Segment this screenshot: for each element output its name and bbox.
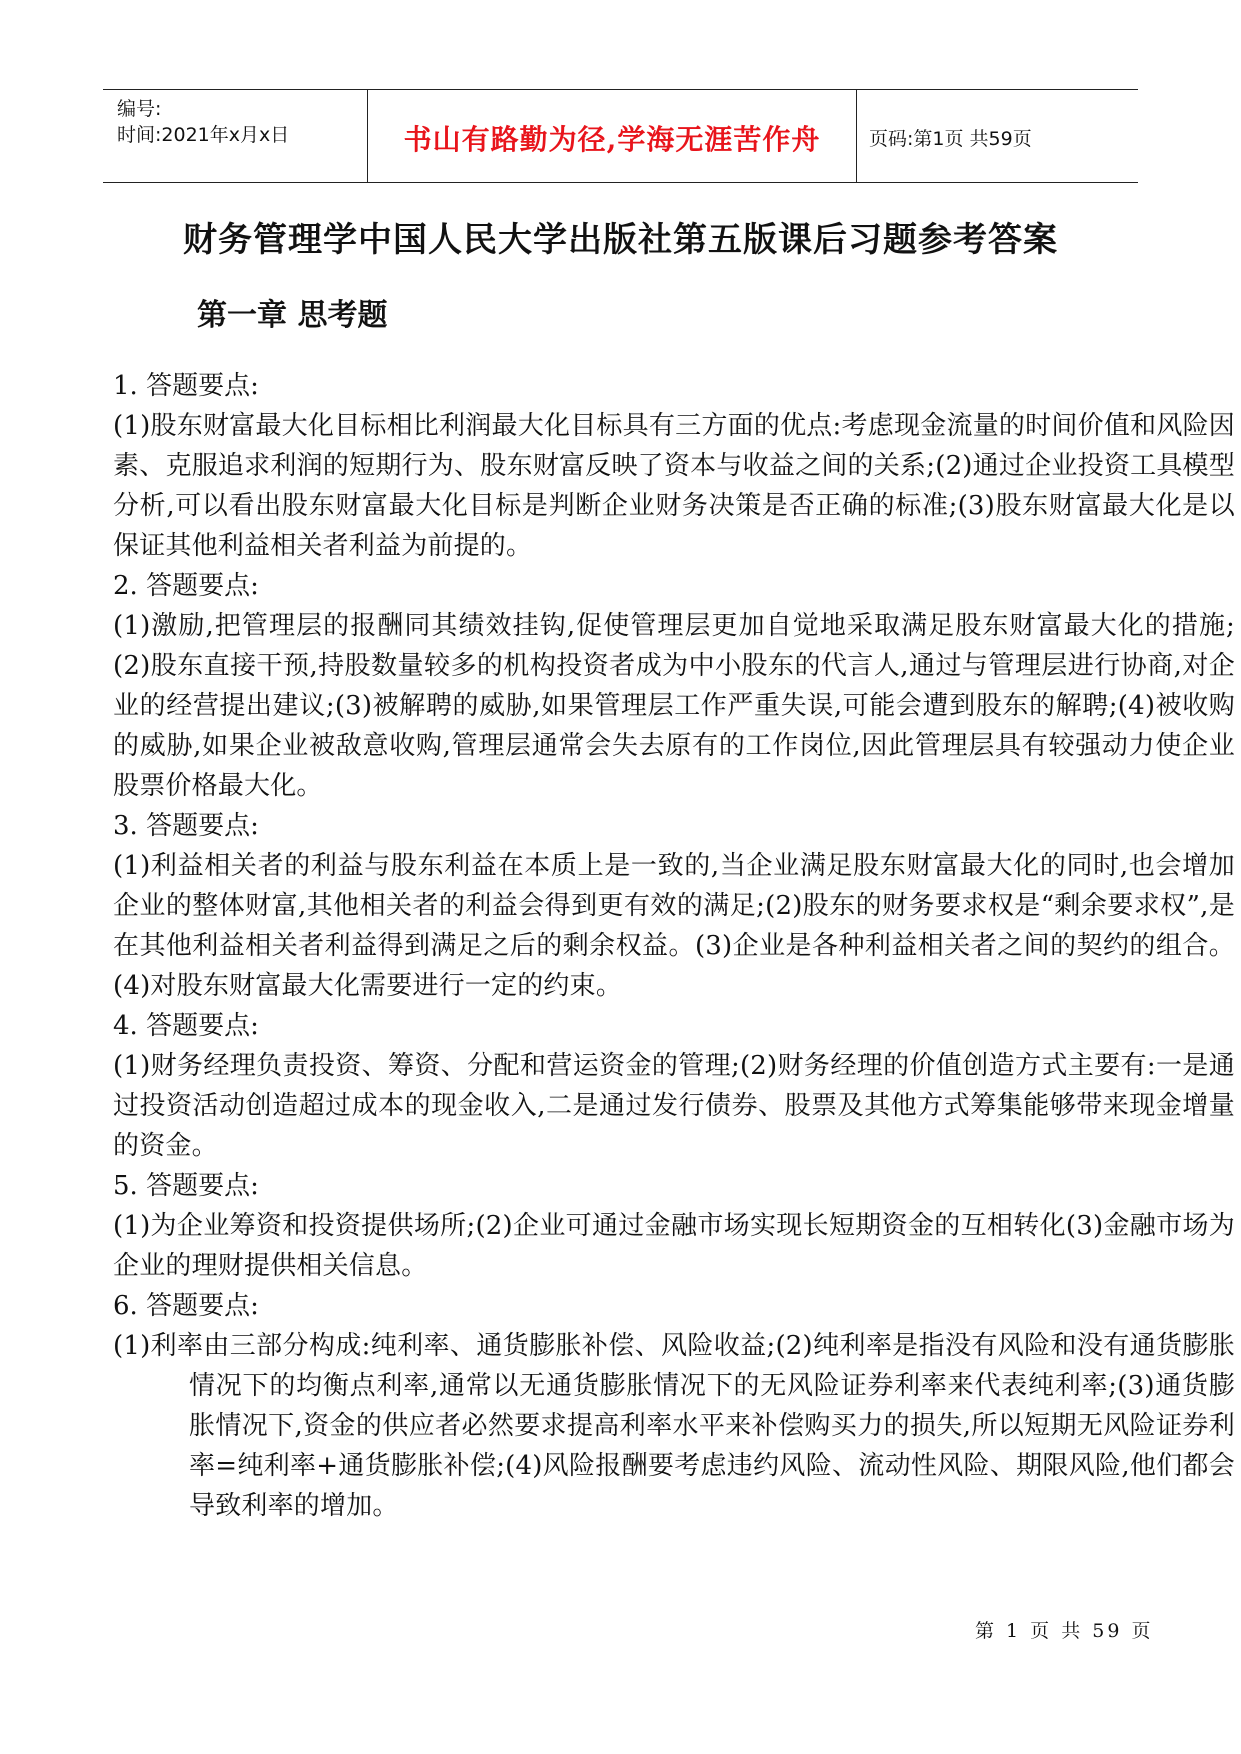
answer-text-2: (1)激励,把管理层的报酬同其绩效挂钩,促使管理层更加自觉地采取满足股东财富最大化的措施;(2)股东直接干预,持股数量较多的机构投资者成为中小股东的代言人,通过与管理层进行协商,对企业的经营提出建议;(3)被解聘的威胁,如果管理层工作严重失误,可能会遭到股东的解聘;(4)被收购的威胁,如果企业被敌意收购,管理层通常会失去原有的工作岗位,因此管理层具有较强动力使企业股票价格最大化。 (113, 611, 1235, 801)
document-body (113, 366, 1235, 1526)
answer-number-2: 2. 答题要点: (113, 571, 259, 601)
answer-text-4: (1)财务经理负责投资、筹资、分配和营运资金的管理;(2)财务经理的价值创造方式主要有:一是通过投资活动创造超过成本的现金收入,二是通过发行债券、股票及其他方式筹集能够带来现金增量的资金。 (113, 1051, 1235, 1161)
answer-number-1: 1. 答题要点: (113, 371, 259, 401)
answer-text-3: (1)利益相关者的利益与股东利益在本质上是一致的,当企业满足股东财富最大化的同时,也会增加企业的整体财富,其他相关者的利益会得到更有效的满足;(2)股东的财务要求权是“剩余要求权”,是在其他利益相关者利益得到满足之后的剩余权益。(3)企业是各种利益相关者之间的契约的组合。(4)对股东财富最大化需要进行一定的约束。 (113, 851, 1235, 1001)
header-motto: 书山有路勤为径,学海无涯苦作舟 (403, 123, 821, 156)
document-time-label: 时间:2021年x月x日 (117, 124, 290, 146)
answer-number-4: 4. 答题要点: (113, 1011, 259, 1041)
answer-number-3: 3. 答题要点: (113, 811, 259, 841)
header-page-number: 页码:第1页 共59页 (869, 128, 1032, 150)
answer-number-6: 6. 答题要点: (113, 1291, 259, 1321)
document-title: 财务管理学中国人民大学出版社第五版课后习题参考答案 (183, 220, 1058, 260)
answer-text-5: (1)为企业筹资和投资提供场所;(2)企业可通过金融市场实现长短期资金的互相转化(3)金融市场为企业的理财提供相关信息。 (113, 1211, 1235, 1281)
header-table (103, 89, 1138, 183)
header-info-cell (103, 90, 365, 182)
answer-text-1: (1)股东财富最大化目标相比利润最大化目标具有三方面的优点:考虑现金流量的时间价值和风险因素、克服追求利润的短期行为、股东财富反映了资本与收益之间的关系;(2)通过企业投资工具模型分析,可以看出股东财富最大化目标是判断企业财务决策是否正确的标准;(3)股东财富最大化是以保证其他利益相关者利益为前提的。 (113, 411, 1235, 561)
answer-text-6: (1)利率由三部分构成:纯利率、通货膨胀补偿、风险收益;(2)纯利率是指没有风险和没有通货膨胀情况下的均衡点利率,通常以无通货膨胀情况下的无风险证券利率来代表纯利率;(3)通货膨胀情况下,资金的供应者必然要求提高利率水平来补偿购买力的损失,所以短期无风险证券利率=纯利率+通货膨胀补偿;(4)风险报酬要考虑违约风险、流动性风险、期限风险,他们都会导致利率的增加。 (113, 1331, 1235, 1521)
document-number-label: 编号: (117, 98, 162, 120)
header-page-cell (857, 90, 1138, 182)
header-motto-cell (367, 90, 857, 182)
chapter-heading: 第一章 思考题 (197, 298, 388, 333)
answer-number-5: 5. 答题要点: (113, 1171, 259, 1201)
page-footer: 第 1 页 共 59 页 (975, 1620, 1154, 1642)
